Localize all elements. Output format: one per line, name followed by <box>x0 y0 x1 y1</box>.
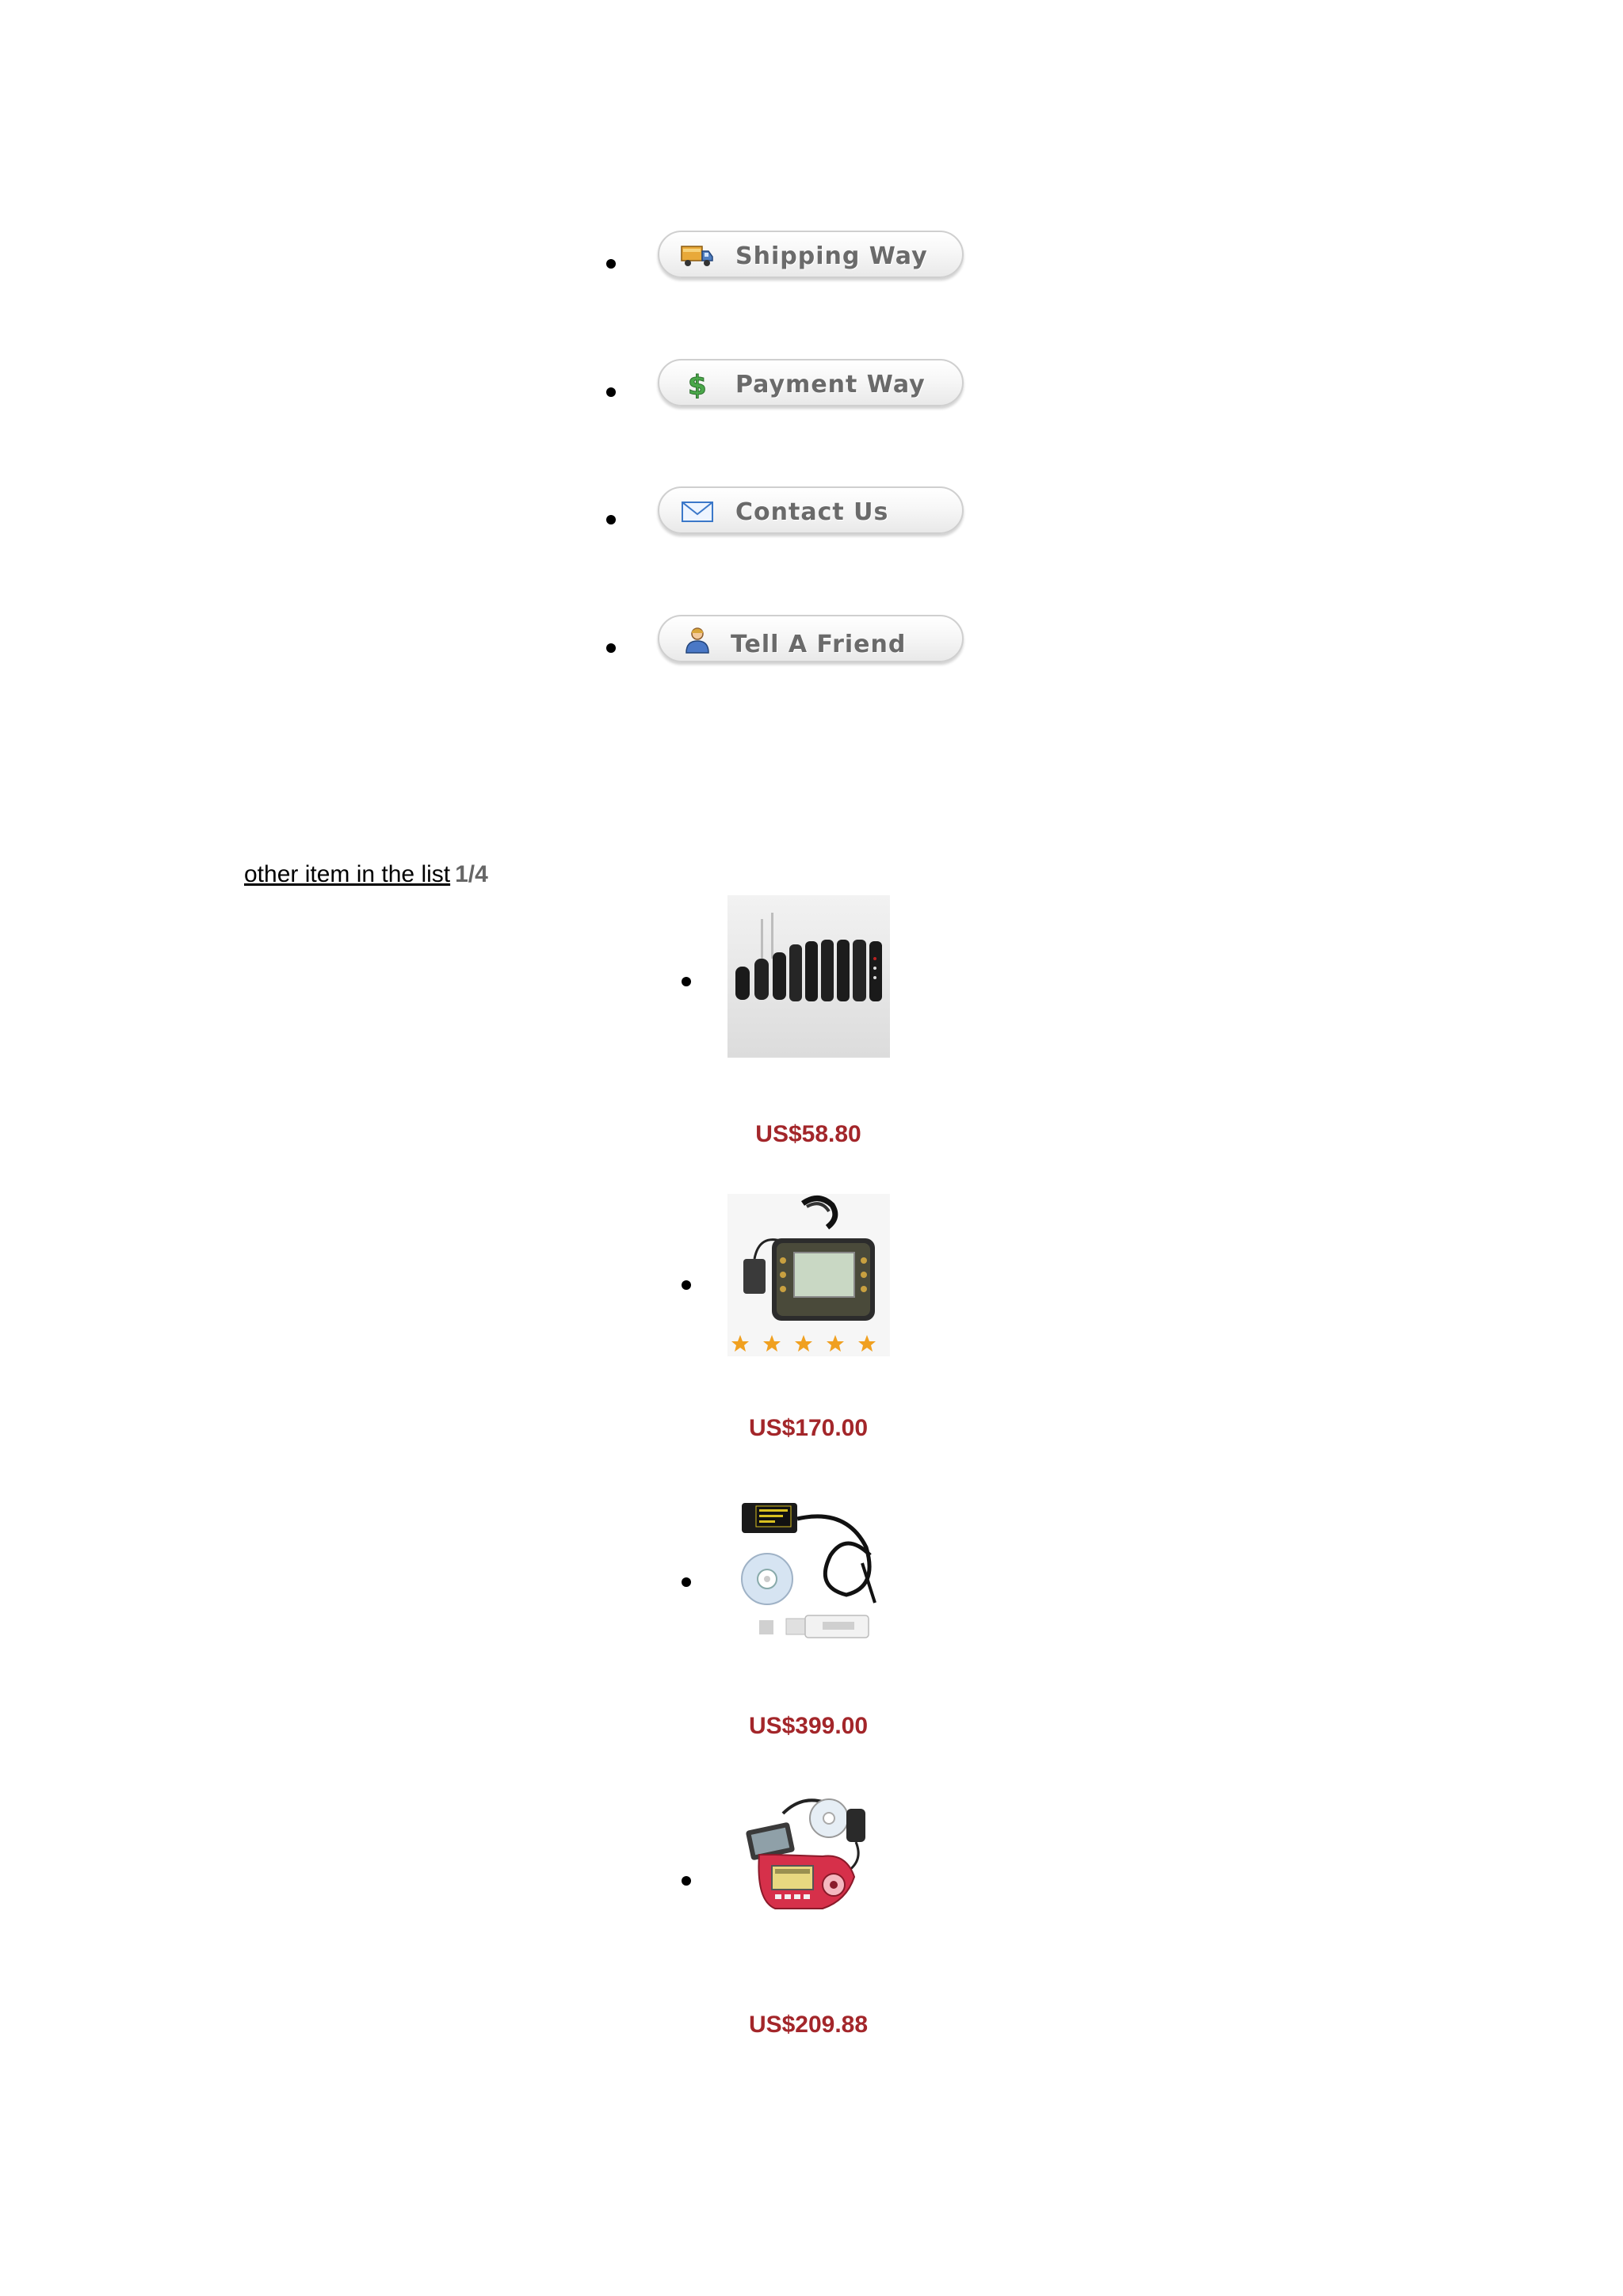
payment-way-button[interactable] <box>658 359 964 406</box>
nav-item-payment <box>0 359 1623 414</box>
list-bullet <box>606 259 616 269</box>
product-price: US$209.88 <box>748 2012 869 2038</box>
product-price: US$58.80 <box>755 1121 861 1147</box>
svg-text:$: $ <box>688 370 707 399</box>
list-bullet <box>682 1280 691 1290</box>
tell-a-friend-label: Tell A Friend <box>731 631 907 658</box>
list-bullet <box>606 387 616 397</box>
shipping-way-button[interactable] <box>658 231 964 278</box>
list-bullet <box>682 1876 691 1886</box>
person-icon <box>680 626 715 654</box>
other-items-caption <box>244 861 488 888</box>
contact-us-label: Contact Us <box>735 498 889 526</box>
dollar-icon <box>680 370 715 399</box>
shipping-way-label: Shipping Way <box>735 242 928 270</box>
key-copier-kit-image[interactable] <box>727 1790 890 1952</box>
tell-a-friend-button[interactable] <box>658 615 964 662</box>
nav-item-tell-friend <box>0 615 1623 670</box>
list-bullet <box>682 1577 691 1587</box>
envelope-icon <box>680 498 715 526</box>
truck-icon <box>680 242 715 270</box>
key-programmer-device-image[interactable] <box>727 1194 890 1356</box>
product-price: US$170.00 <box>748 1415 869 1441</box>
payment-way-label: Payment Way <box>735 371 926 399</box>
list-bullet <box>606 515 616 524</box>
other-items-link[interactable]: other item in the list <box>244 861 451 887</box>
list-bullet <box>682 977 691 986</box>
pager-indicator: 1/4 <box>455 861 488 887</box>
product-price: US$399.00 <box>748 1713 869 1739</box>
nav-item-contact <box>0 486 1623 542</box>
contact-us-button[interactable] <box>658 486 964 534</box>
obd-cable-kit-image[interactable] <box>727 1492 890 1654</box>
list-bullet <box>606 643 616 653</box>
nav-item-shipping <box>0 231 1623 286</box>
car-key-shells-image[interactable] <box>727 895 890 1058</box>
